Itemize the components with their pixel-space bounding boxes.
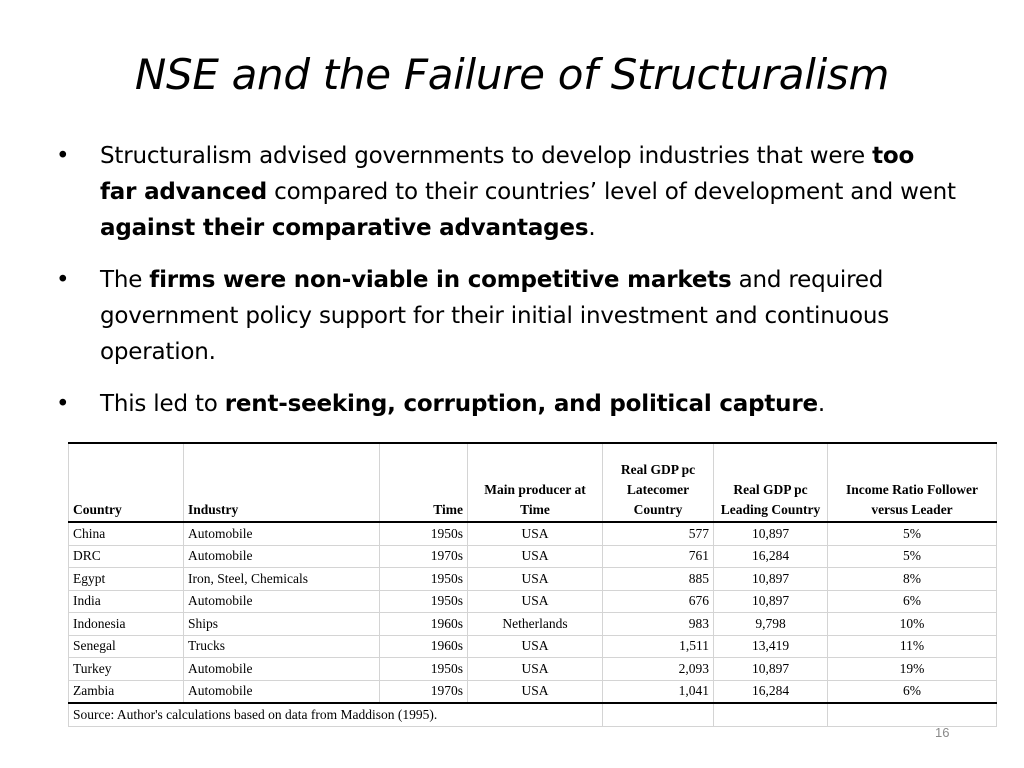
table-cell (603, 703, 714, 726)
table-cell: 1950s (380, 658, 468, 681)
table-cell: USA (468, 590, 603, 613)
table-cell: Indonesia (69, 613, 184, 636)
source-note: Source: Author's calculations based on data from Maddison (1995). (69, 703, 603, 726)
table-cell: 11% (828, 635, 997, 658)
bullet-marker: • (56, 143, 70, 169)
table-cell: 6% (828, 680, 997, 703)
table-cell: 10,897 (714, 590, 828, 613)
table-cell (828, 703, 997, 726)
table-cell: Senegal (69, 635, 184, 658)
table-cell: 1960s (380, 613, 468, 636)
column-header: Real GDP pc Leading Country (714, 443, 828, 522)
table-cell: 6% (828, 590, 997, 613)
table-cell: Egypt (69, 568, 184, 591)
column-header: Real GDP pc Latecomer Country (603, 443, 714, 522)
table-cell: 10,897 (714, 522, 828, 545)
table-cell: 5% (828, 545, 997, 568)
table-row (69, 590, 997, 613)
table-cell: USA (468, 658, 603, 681)
table-cell: 2,093 (603, 658, 714, 681)
column-header: Time (380, 443, 468, 522)
slide-title: NSE and the Failure of Structuralism (134, 50, 890, 99)
column-header: Industry (184, 443, 380, 522)
bullet-text: and required government policy support for their initial investment and continuous operation. (100, 267, 890, 365)
table-cell: 1970s (380, 545, 468, 568)
bullet-marker: • (56, 391, 70, 417)
table-cell: Trucks (184, 635, 380, 658)
table-header-row (69, 443, 997, 522)
table-row (69, 613, 997, 636)
bullet-emphasis: against their comparative advantages (100, 215, 589, 241)
table-cell: Automobile (184, 680, 380, 703)
column-header: Main producer at Time (468, 443, 603, 522)
table-cell: 1950s (380, 522, 468, 545)
table-cell: 19% (828, 658, 997, 681)
table-cell: DRC (69, 545, 184, 568)
table-cell: Iron, Steel, Chemicals (184, 568, 380, 591)
table-cell: 16,284 (714, 680, 828, 703)
bullet-text: compared to their countries’ level of development and went (267, 179, 956, 205)
table-cell: 10% (828, 613, 997, 636)
bullet-item (56, 386, 956, 422)
table-cell: Ships (184, 613, 380, 636)
table-cell: 1950s (380, 568, 468, 591)
table-cell: USA (468, 545, 603, 568)
industry-data-table (68, 442, 997, 727)
bullet-text: . (817, 391, 826, 417)
bullet-marker: • (56, 267, 70, 293)
bullet-text: The (100, 267, 150, 293)
bullet-text: This led to (100, 391, 225, 417)
column-header: Income Ratio Follower versus Leader (828, 443, 997, 522)
table-cell: Automobile (184, 590, 380, 613)
table-cell: China (69, 522, 184, 545)
table-cell: USA (468, 680, 603, 703)
bullet-item (56, 138, 956, 246)
table-cell: Automobile (184, 522, 380, 545)
table-cell: Turkey (69, 658, 184, 681)
table-row (69, 545, 997, 568)
table-cell: 1960s (380, 635, 468, 658)
table-cell: 676 (603, 590, 714, 613)
table-row (69, 635, 997, 658)
bullet-text: . (588, 215, 596, 241)
bullet-emphasis: firms were non-viable in competitive markets (149, 267, 732, 293)
table-cell: USA (468, 568, 603, 591)
table-cell: 1,041 (603, 680, 714, 703)
table-row (69, 522, 997, 545)
table-cell: 885 (603, 568, 714, 591)
table-cell: 761 (603, 545, 714, 568)
table-cell (714, 703, 828, 726)
column-header: Country (69, 443, 184, 522)
table-row (69, 680, 997, 703)
table-cell: Automobile (184, 658, 380, 681)
bullet-emphasis: rent-seeking, corruption, and political capture (224, 391, 818, 417)
table-footer-row (69, 703, 997, 726)
table-cell: 10,897 (714, 658, 828, 681)
table-row (69, 568, 997, 591)
bullet-item (56, 262, 956, 370)
table-cell: 9,798 (714, 613, 828, 636)
table-cell: USA (468, 635, 603, 658)
bullet-emphasis: too far advanced (100, 143, 915, 205)
table-cell: India (69, 590, 184, 613)
table-cell: Netherlands (468, 613, 603, 636)
table-cell: USA (468, 522, 603, 545)
table-cell: Zambia (69, 680, 184, 703)
table-cell: 1950s (380, 590, 468, 613)
bullet-list (56, 138, 956, 438)
slide-number: 16 (935, 725, 950, 740)
table-row (69, 658, 997, 681)
table-cell: 5% (828, 522, 997, 545)
table-cell: Automobile (184, 545, 380, 568)
table-cell: 577 (603, 522, 714, 545)
table-cell: 16,284 (714, 545, 828, 568)
table-cell: 1970s (380, 680, 468, 703)
table-cell: 1,511 (603, 635, 714, 658)
table-cell: 8% (828, 568, 997, 591)
table-cell: 983 (603, 613, 714, 636)
table-cell: 13,419 (714, 635, 828, 658)
table-cell: 10,897 (714, 568, 828, 591)
bullet-text: Structuralism advised governments to develop industries that were (100, 143, 873, 169)
